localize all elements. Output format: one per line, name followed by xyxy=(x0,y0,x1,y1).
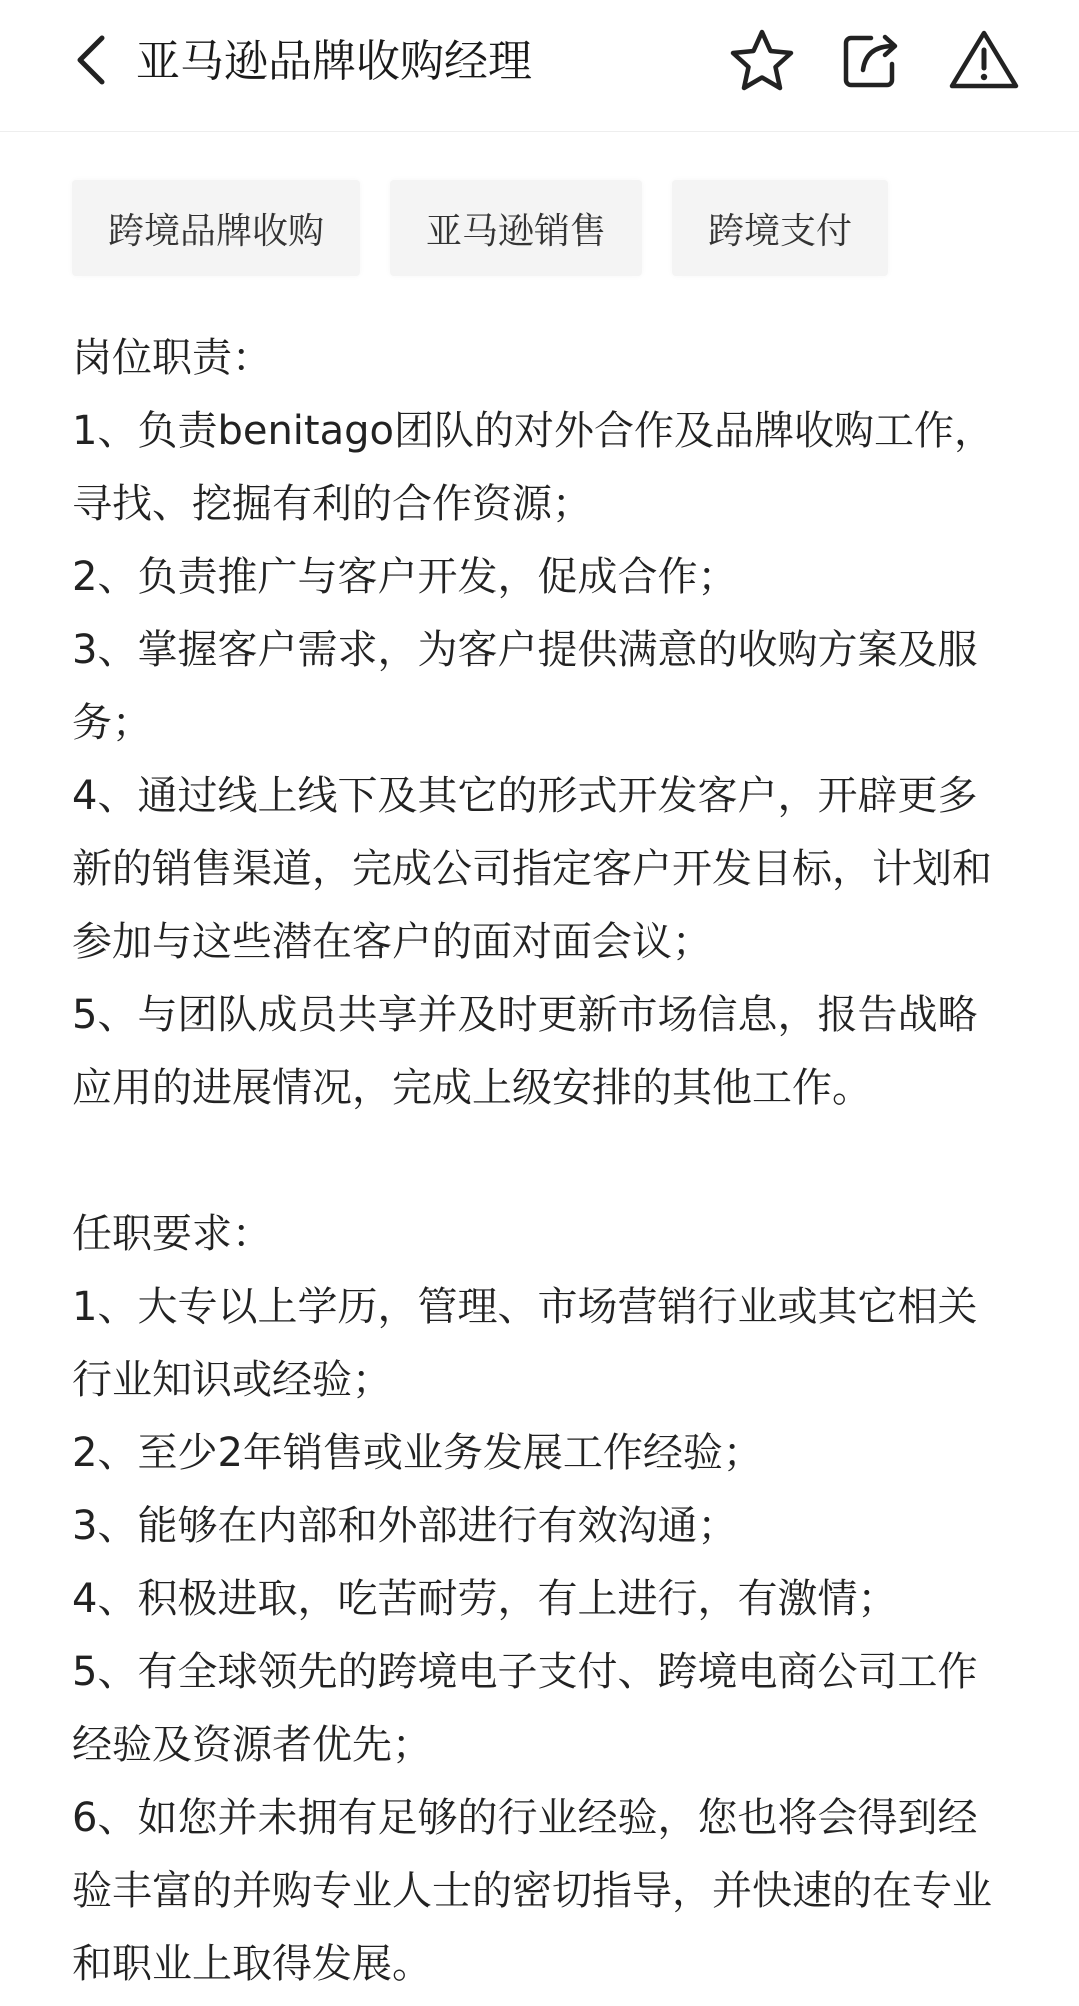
duty-item: 1、负责benitago团队的对外合作及品牌收购工作，寻找、挖掘有利的合作资源； xyxy=(72,408,994,527)
report-button[interactable] xyxy=(944,24,1024,96)
duty-item: 5、与团队成员共享并及时更新市场信息，报告战略应用的进展情况，完成上级安排的其他工作。 xyxy=(72,992,978,1111)
requirement-item: 6、如您并未拥有足够的行业经验，您也将会得到经验丰富的并购专业人士的密切指导，并快速的在专业和职业上取得发展。 xyxy=(72,1795,992,1987)
warning-triangle-icon xyxy=(948,28,1020,92)
requirement-item: 4、积极进取，吃苦耐劳，有上进行，有激情； xyxy=(72,1576,898,1622)
star-outline-icon xyxy=(729,28,795,92)
requirement-item: 1、大专以上学历，管理、市场营销行业或其它相关行业知识或经验； xyxy=(72,1284,978,1403)
job-description xyxy=(72,322,1012,2001)
requirements-heading: 任职要求： xyxy=(72,1211,272,1257)
tag-cross-border-payment[interactable]: 跨境支付 xyxy=(672,180,888,276)
duty-item: 3、掌握客户需求，为客户提供满意的收购方案及服务； xyxy=(72,627,978,746)
tag-amazon-sales[interactable]: 亚马逊销售 xyxy=(390,180,642,276)
duty-item: 4、通过线上线下及其它的形式开发客户，开辟更多新的销售渠道，完成公司指定客户开发目标，计划和参加与这些潜在客户的面对面会议； xyxy=(72,773,992,965)
share-button[interactable] xyxy=(832,24,912,96)
duty-item: 2、负责推广与客户开发，促成合作； xyxy=(72,554,738,600)
requirement-item: 2、至少2年销售或业务发展工作经验； xyxy=(72,1430,763,1476)
requirement-item: 3、能够在内部和外部进行有效沟通； xyxy=(72,1503,738,1549)
tag-cross-border-acquisition[interactable]: 跨境品牌收购 xyxy=(72,180,360,276)
section-spacer xyxy=(72,1125,1012,1198)
page-title: 亚马逊品牌收购经理 xyxy=(136,36,532,87)
tag-list xyxy=(72,180,888,276)
chevron-left-icon xyxy=(72,34,112,86)
requirement-item: 5、有全球领先的跨境电子支付、跨境电商公司工作经验及资源者优先； xyxy=(72,1649,978,1768)
share-icon xyxy=(841,30,903,90)
top-bar xyxy=(0,0,1079,132)
duties-heading: 岗位职责： xyxy=(72,335,272,381)
back-button[interactable] xyxy=(62,24,122,96)
favorite-button[interactable] xyxy=(722,24,802,96)
